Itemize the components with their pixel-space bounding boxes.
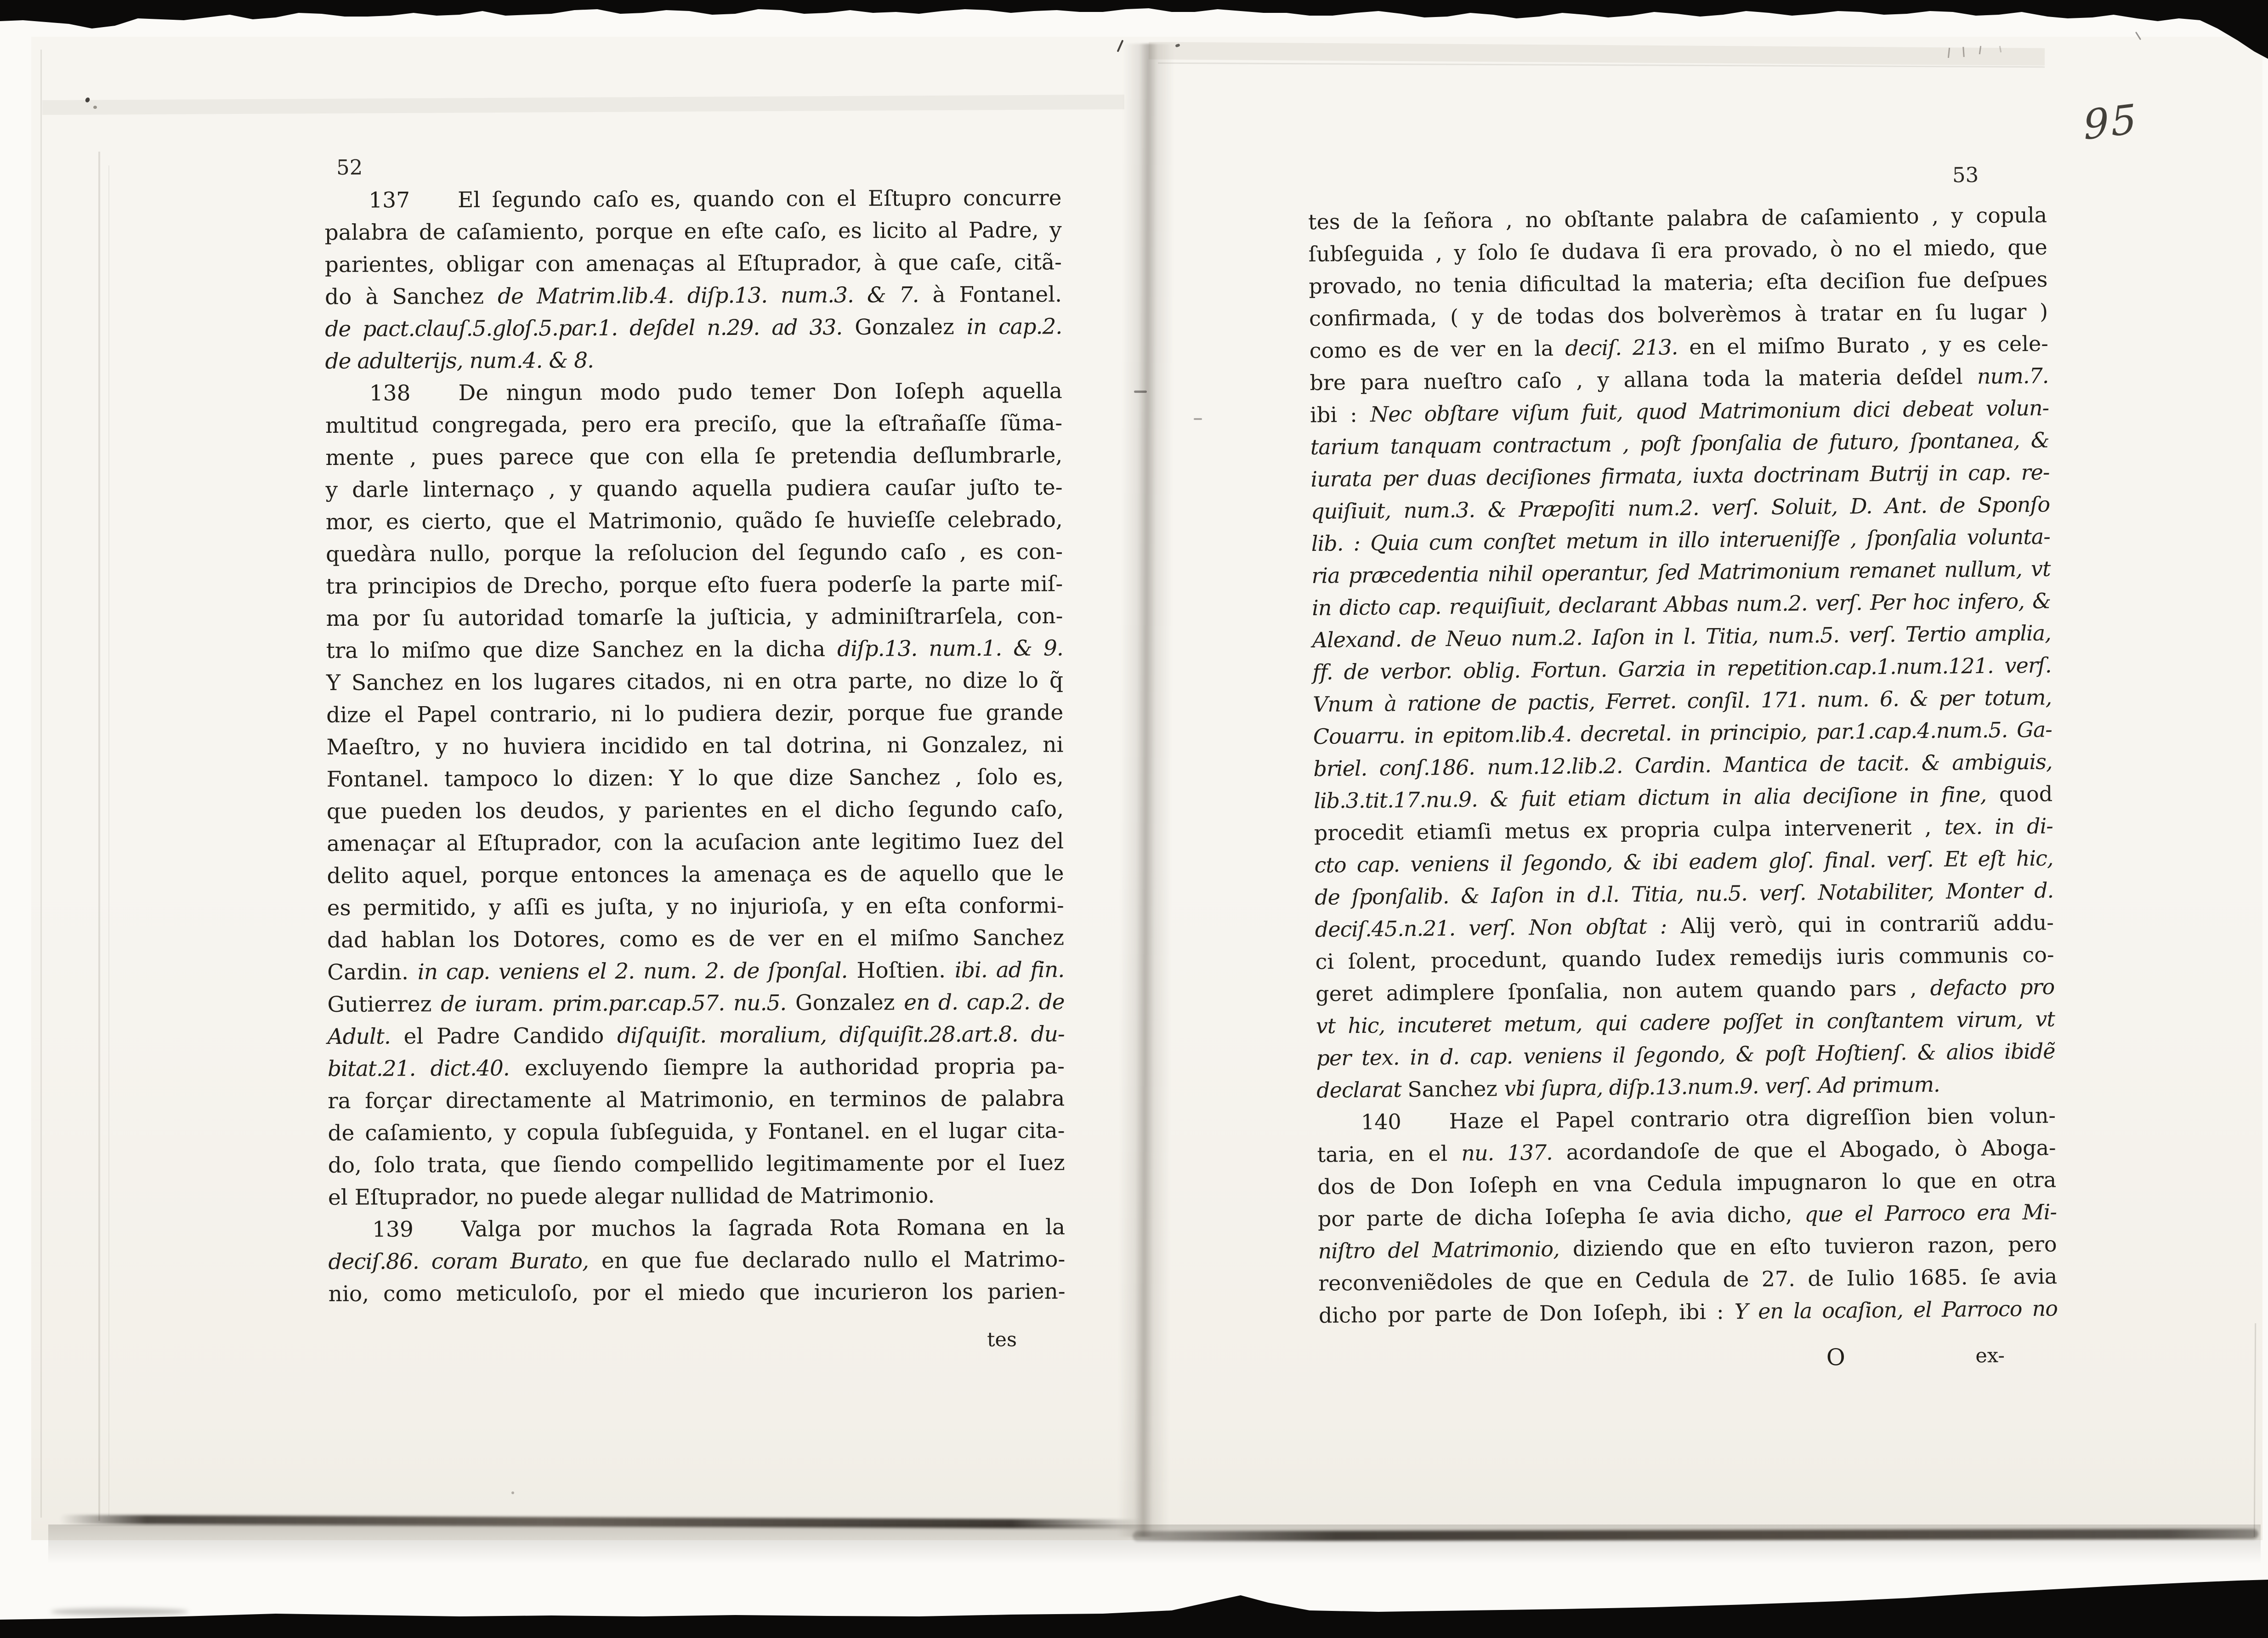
italic-text-segment: de ſponſalib. & Iaſon in d.l. Titia, nu.5. verſ. Notabiliter, Monter d. <box>1314 878 2054 910</box>
text-segment: el Padre Candido <box>390 1023 618 1049</box>
text-segment: multitud congregada, pero era preciſo, que la eſtrañaſſe ſũma- <box>325 410 1063 438</box>
text-segment: es permitido, y aſſi es juſta, y no injurioſa, y en eſta conformi- <box>327 893 1064 921</box>
text-line <box>324 182 1061 217</box>
right-page <box>1308 162 2058 1378</box>
paragraph-number: 139 <box>372 1217 414 1242</box>
signature-mark: O <box>1826 1343 1846 1371</box>
italic-text-segment: ff. de verbor. oblig. Fortun. Garzia in repetition.cap.1.num.121. verſ. <box>1312 652 2052 685</box>
ink-speck <box>511 1491 514 1494</box>
italic-text-segment: deciſ.86. coram Burato, <box>328 1248 589 1275</box>
text-line <box>1319 1292 2058 1331</box>
text-segment: tes de la ſeñora , no obſtante palabra de caſamiento , y copula <box>1308 202 2047 234</box>
text-line <box>326 632 1063 667</box>
text-segment: Gonzalez <box>842 314 967 340</box>
text-line <box>325 246 1062 281</box>
italic-text-segment: cto cap. veniens il ſegondo, & ibi eadem gloſ. final. verſ. Et eſt hic, <box>1314 845 2053 878</box>
italic-text-segment: in cap. veniens el 2. num. 2. de ſponſal. <box>417 958 848 985</box>
text-segment: dize el Papel contrario, ni lo pudiera dezir, porque fue grande <box>326 700 1064 728</box>
italic-text-segment: Vnum à ratione de pactis, Ferret. conſil. 171. num. 6. & per totum, <box>1312 685 2052 717</box>
italic-text-segment: Adult. <box>327 1024 391 1049</box>
text-line <box>324 214 1061 249</box>
italic-text-segment: ria præcedentia nihil operantur, ſed Matrimonium remanet nullum, vt <box>1311 556 2051 588</box>
italic-text-segment: niſtro del Matrimonio, <box>1318 1236 1559 1264</box>
text-segment: ci ſolent, procedunt, quando Iudex remedijs iuris communis co- <box>1315 942 2054 974</box>
text-line <box>325 407 1062 442</box>
text-segment: de caſamiento, y copula ſubſeguida, y Fontanel. en el lugar cita- <box>328 1118 1065 1146</box>
text-line <box>328 1147 1065 1182</box>
text-segment: acordandoſe de que el Abogado, ò Aboga- <box>1552 1135 2056 1165</box>
text-segment: parientes, obligar con amenaças al Eſtuprador, à que caſe, citã- <box>324 249 1062 278</box>
italic-text-segment: lib.3.tit.17.nu.9. & fuit etiam dictum in alia deciſione in fine, <box>1313 782 1987 813</box>
text-line <box>325 375 1062 410</box>
text-segment: à Fontanel. <box>919 282 1062 308</box>
text-line <box>327 922 1064 957</box>
left-page <box>324 153 1066 1358</box>
text-line <box>327 825 1064 860</box>
text-line <box>328 1115 1065 1150</box>
gutter-shadow <box>1117 44 1174 1537</box>
italic-text-segment: Y en la ocaſion, el Parroco no <box>1734 1296 2058 1324</box>
text-line <box>328 1018 1065 1053</box>
bottom-smudge <box>51 1608 188 1615</box>
text-line <box>327 761 1064 796</box>
text-line <box>325 471 1062 506</box>
italic-text-segment: ibi. ad fin. <box>954 957 1065 983</box>
text-line <box>327 986 1064 1021</box>
italic-text-segment: en d. cap.2. de <box>904 989 1065 1015</box>
text-line <box>327 890 1064 924</box>
text-line <box>329 1275 1066 1310</box>
italic-text-segment: diſquiſit. moralium, diſquiſit.28.art.8. du- <box>617 1021 1065 1049</box>
text-segment: por parte de dicha Ioſepha ſe avia dicho, <box>1317 1202 1805 1231</box>
text-segment: confirmada, ( y de todas dos bolverèmos à tratar en ſu lugar ) <box>1309 299 2048 331</box>
text-segment: amenaçar al Eſtuprador, con la acuſacion ante legitimo Iuez del <box>327 828 1064 856</box>
italic-text-segment: in dicto cap. requiſiuit, declarant Abbas num.2. verſ. Per hoc infero, & <box>1311 588 2051 620</box>
stray-mark <box>1134 391 1147 393</box>
paragraph-number: 137 <box>369 187 410 213</box>
scan-edge-bottom <box>0 1576 2268 1638</box>
text-segment: Valga por muchos la ſagrada Rota Romana en la <box>461 1214 1066 1242</box>
text-segment: procedit etiamſi metus ex propria culpa intervenerit , <box>1314 814 1945 845</box>
italic-text-segment: diſp.13. num.1. & 9. <box>837 635 1063 662</box>
italic-text-segment: que el Parroco era Mi- <box>1804 1199 2057 1227</box>
ink-speck <box>93 106 97 109</box>
text-segment: Haze el Papel contrario otra digreſſion bien volun- <box>1449 1103 2056 1134</box>
text-line <box>326 568 1063 603</box>
catchword-left: tes <box>987 1328 1017 1351</box>
text-segment: ſubſeguida , y ſolo ſe dudava ſi era provado, ò no el miedo, que <box>1308 234 2047 266</box>
text-segment: El ſegundo caſo es, quando con el Eſtupro concurre <box>457 185 1062 213</box>
italic-text-segment: briel. conſ.186. num.12.lib.2. Cardin. Mantica de tacit. & ambiguis, <box>1313 749 2053 781</box>
paragraph-number: 138 <box>369 380 411 406</box>
text-segment: do à Sanchez <box>324 283 498 310</box>
page-number-right: 53 <box>1952 162 1979 187</box>
italic-text-segment: num.7. <box>1977 363 2049 389</box>
text-segment: dad hablan los Dotores, como es de ver en el miſmo Sanchez <box>327 925 1065 953</box>
text-segment: geret adimplere ſponſalia, non autem quando pars , <box>1315 975 1930 1006</box>
text-line <box>327 954 1064 989</box>
text-line <box>326 664 1063 699</box>
text-segment: el Eſtuprador, no puede alegar nullidad de Matrimonio. <box>328 1183 935 1210</box>
text-segment: quod <box>1986 781 2053 807</box>
italic-text-segment: nu. 137. <box>1461 1139 1553 1166</box>
left-page-lines <box>324 182 1066 1310</box>
text-segment: ma por ſu autoridad tomarſe la juſticia, y adminiſtrarſela, con- <box>326 603 1063 631</box>
text-line <box>328 1211 1065 1246</box>
italic-text-segment: deciſ. 213. <box>1565 334 1678 361</box>
text-line <box>325 278 1062 313</box>
italic-text-segment: deciſ.45.n.21. verſ. Non obſtat : <box>1315 913 1667 942</box>
text-segment: diziendo que en eſto tuvieron razon, pero <box>1559 1231 2057 1261</box>
left-leaf-edge-line <box>40 50 42 1518</box>
paragraph-number: 140 <box>1361 1109 1401 1134</box>
text-segment: palabra de caſamiento, porque en eſte caſo, es licito al Padre, y <box>324 217 1062 245</box>
italic-text-segment: lib. : Quia cum conſtet metum in illo interueniſſe , ſponſalia volunta- <box>1311 524 2051 556</box>
italic-text-segment: vbi ſupra, diſp.13.num.9. verſ. Ad primum. <box>1504 1071 1940 1101</box>
italic-text-segment: vt hic, incuteret metum, qui cadere poſſet in conſtantem virum, vt <box>1315 1006 2055 1038</box>
text-segment: mor, es cierto, que el Matrimonio, quãdo ſe huvieſſe celebrado, <box>325 507 1063 535</box>
page-number-left: 52 <box>336 155 363 180</box>
text-segment: nio, como meticuloſo, por el miedo que incurieron los parien- <box>328 1279 1066 1307</box>
stray-mark <box>1194 418 1202 420</box>
text-segment: do, ſolo trata, que ſiendo compellido legitimamente por el Iuez <box>328 1150 1065 1178</box>
text-line <box>326 697 1063 731</box>
text-line <box>325 343 1062 378</box>
text-line <box>328 1243 1065 1278</box>
text-line <box>328 1179 1065 1214</box>
text-segment: Gutierrez <box>327 992 441 1017</box>
text-segment: delito aquel, porque entonces la amenaça es de aquello que le <box>327 861 1064 889</box>
text-segment: como es de ver en la <box>1309 335 1565 363</box>
italic-text-segment: de iuram. prim.par.cap.57. nu.5. <box>441 990 787 1017</box>
text-segment: bre para nueſtro caſo , y allana toda la materia deſdel <box>1310 364 1978 395</box>
italic-text-segment: de Matrim.lib.4. diſp.13. num.3. & 7. <box>497 282 919 309</box>
text-line <box>327 793 1064 828</box>
text-segment: provado, no tenia dificultad la materia; eſta deciſion fue deſpues <box>1309 266 2048 299</box>
text-segment: De ningun modo pudo temer Don Ioſeph aquella <box>458 378 1062 406</box>
text-segment: reconveniẽdoles de que en Cedula de 27. de Iulio 1685. ſe avia <box>1318 1264 2058 1296</box>
text-segment: Y Sanchez en los lugares citados, ni en otra parte, no dize lo q̃ <box>326 668 1064 696</box>
italic-text-segment: quiſiuit, num.3. & Præpoſiti num.2. verſ. Soluit, D. Ant. de Sponſo <box>1310 492 2050 524</box>
text-segment: quedàra nullo, porque la reſolucion del ſegundo caſo , es con- <box>325 539 1063 567</box>
text-segment: tra lo miſmo que dize Sanchez en la dicha <box>326 636 838 663</box>
italic-text-segment: Alexand. de Neuo num.2. Iaſon in l. Titia, num.5. verſ. Tertio amplia, <box>1312 620 2052 652</box>
text-segment: y darle linternaço , y quando aquella pudiera cauſar juſto te- <box>325 475 1063 503</box>
text-line <box>326 504 1063 538</box>
text-line <box>327 857 1064 892</box>
italic-text-segment: tex. in di- <box>1944 813 2053 839</box>
text-segment: ibi : <box>1310 402 1371 427</box>
text-line <box>326 536 1063 571</box>
text-segment: en el miſmo Burato , y es cele- <box>1678 331 2048 360</box>
text-segment: que pueden los deudos, y parientes en el dicho ſegundo caſo, <box>326 796 1064 824</box>
text-segment: mente , pues parece que con ella ſe pretendia deſlumbrarle, <box>325 442 1063 470</box>
text-segment: Gonzalez <box>786 990 904 1016</box>
italic-text-segment: per tex. in d. cap. veniens il ſegondo, & poſt Hoſtienſ. & alios ibidẽ <box>1316 1038 2055 1071</box>
italic-text-segment: tarium tanquam contractum , poſt ſponſalia de futuro, ſpontanea, & <box>1310 427 2049 459</box>
text-segment: Maeſtro, y no huviera incidido en tal dotrina, ni Gonzalez, ni <box>326 732 1064 760</box>
italic-text-segment: Couarru. in epitom.lib.4. decretal. in principio, par.1.cap.4.num.5. Ga- <box>1313 717 2053 749</box>
text-line <box>326 600 1063 635</box>
text-line <box>326 729 1063 764</box>
italic-text-segment: iurata per duas deciſiones firmata, iuxta doctrinam Butrij in cap. re- <box>1310 459 2050 492</box>
text-segment: Sanchez <box>1407 1076 1504 1102</box>
italic-text-segment: bitat.21. dict.40. <box>327 1055 510 1082</box>
catchword-right: ex- <box>1975 1344 2005 1368</box>
text-segment: Alij verò, qui in contrariũ addu- <box>1667 910 2054 939</box>
text-segment: excluyendo ſiempre la authoridad propria pa- <box>509 1054 1065 1081</box>
italic-text-segment: de pact.clauſ.5.gloſ.5.par.1. deſdel n.29. ad 33. <box>325 315 843 342</box>
text-segment: Hoſtien. <box>847 958 955 984</box>
handwritten-folio-number: 95 <box>2082 95 2140 149</box>
text-segment: ra forçar directamente al Matrimonio, en terminos de palabra <box>328 1086 1065 1114</box>
right-page-lines <box>1308 199 2058 1332</box>
left-page-edge-line <box>98 152 100 1521</box>
text-segment: Cardin. <box>327 959 418 985</box>
text-line <box>325 439 1062 474</box>
italic-text-segment: defacto pro <box>1930 974 2055 1001</box>
italic-text-segment: in cap.2. <box>966 314 1062 340</box>
text-line <box>325 311 1062 346</box>
text-line <box>328 1050 1065 1085</box>
text-segment: taria, en el <box>1317 1140 1462 1167</box>
italic-text-segment: de adulterijs, num.4. & 8. <box>325 347 594 374</box>
text-segment: dicho por parte de Don Ioſeph, ibi : <box>1318 1299 1735 1328</box>
text-segment: dos de Don Ioſeph en vna Cedula impugnaron lo que en otra <box>1317 1167 2057 1199</box>
text-segment: en que fue declarado nullo el Matrimo- <box>588 1247 1066 1274</box>
text-segment: tra principios de Drecho, porque eſto fuera poderſe la parte miſ- <box>326 571 1063 599</box>
left-page-edge-line-2 <box>108 165 109 1516</box>
text-segment: Fontanel. tampoco lo dizen: Y lo que dize Sanchez , ſolo es, <box>326 764 1064 792</box>
italic-text-segment: Nec obſtare viſum fuit, quod Matrimonium dici debeat volun- <box>1370 395 2049 427</box>
italic-text-segment: declarat <box>1316 1077 1408 1103</box>
text-line <box>328 1083 1065 1117</box>
